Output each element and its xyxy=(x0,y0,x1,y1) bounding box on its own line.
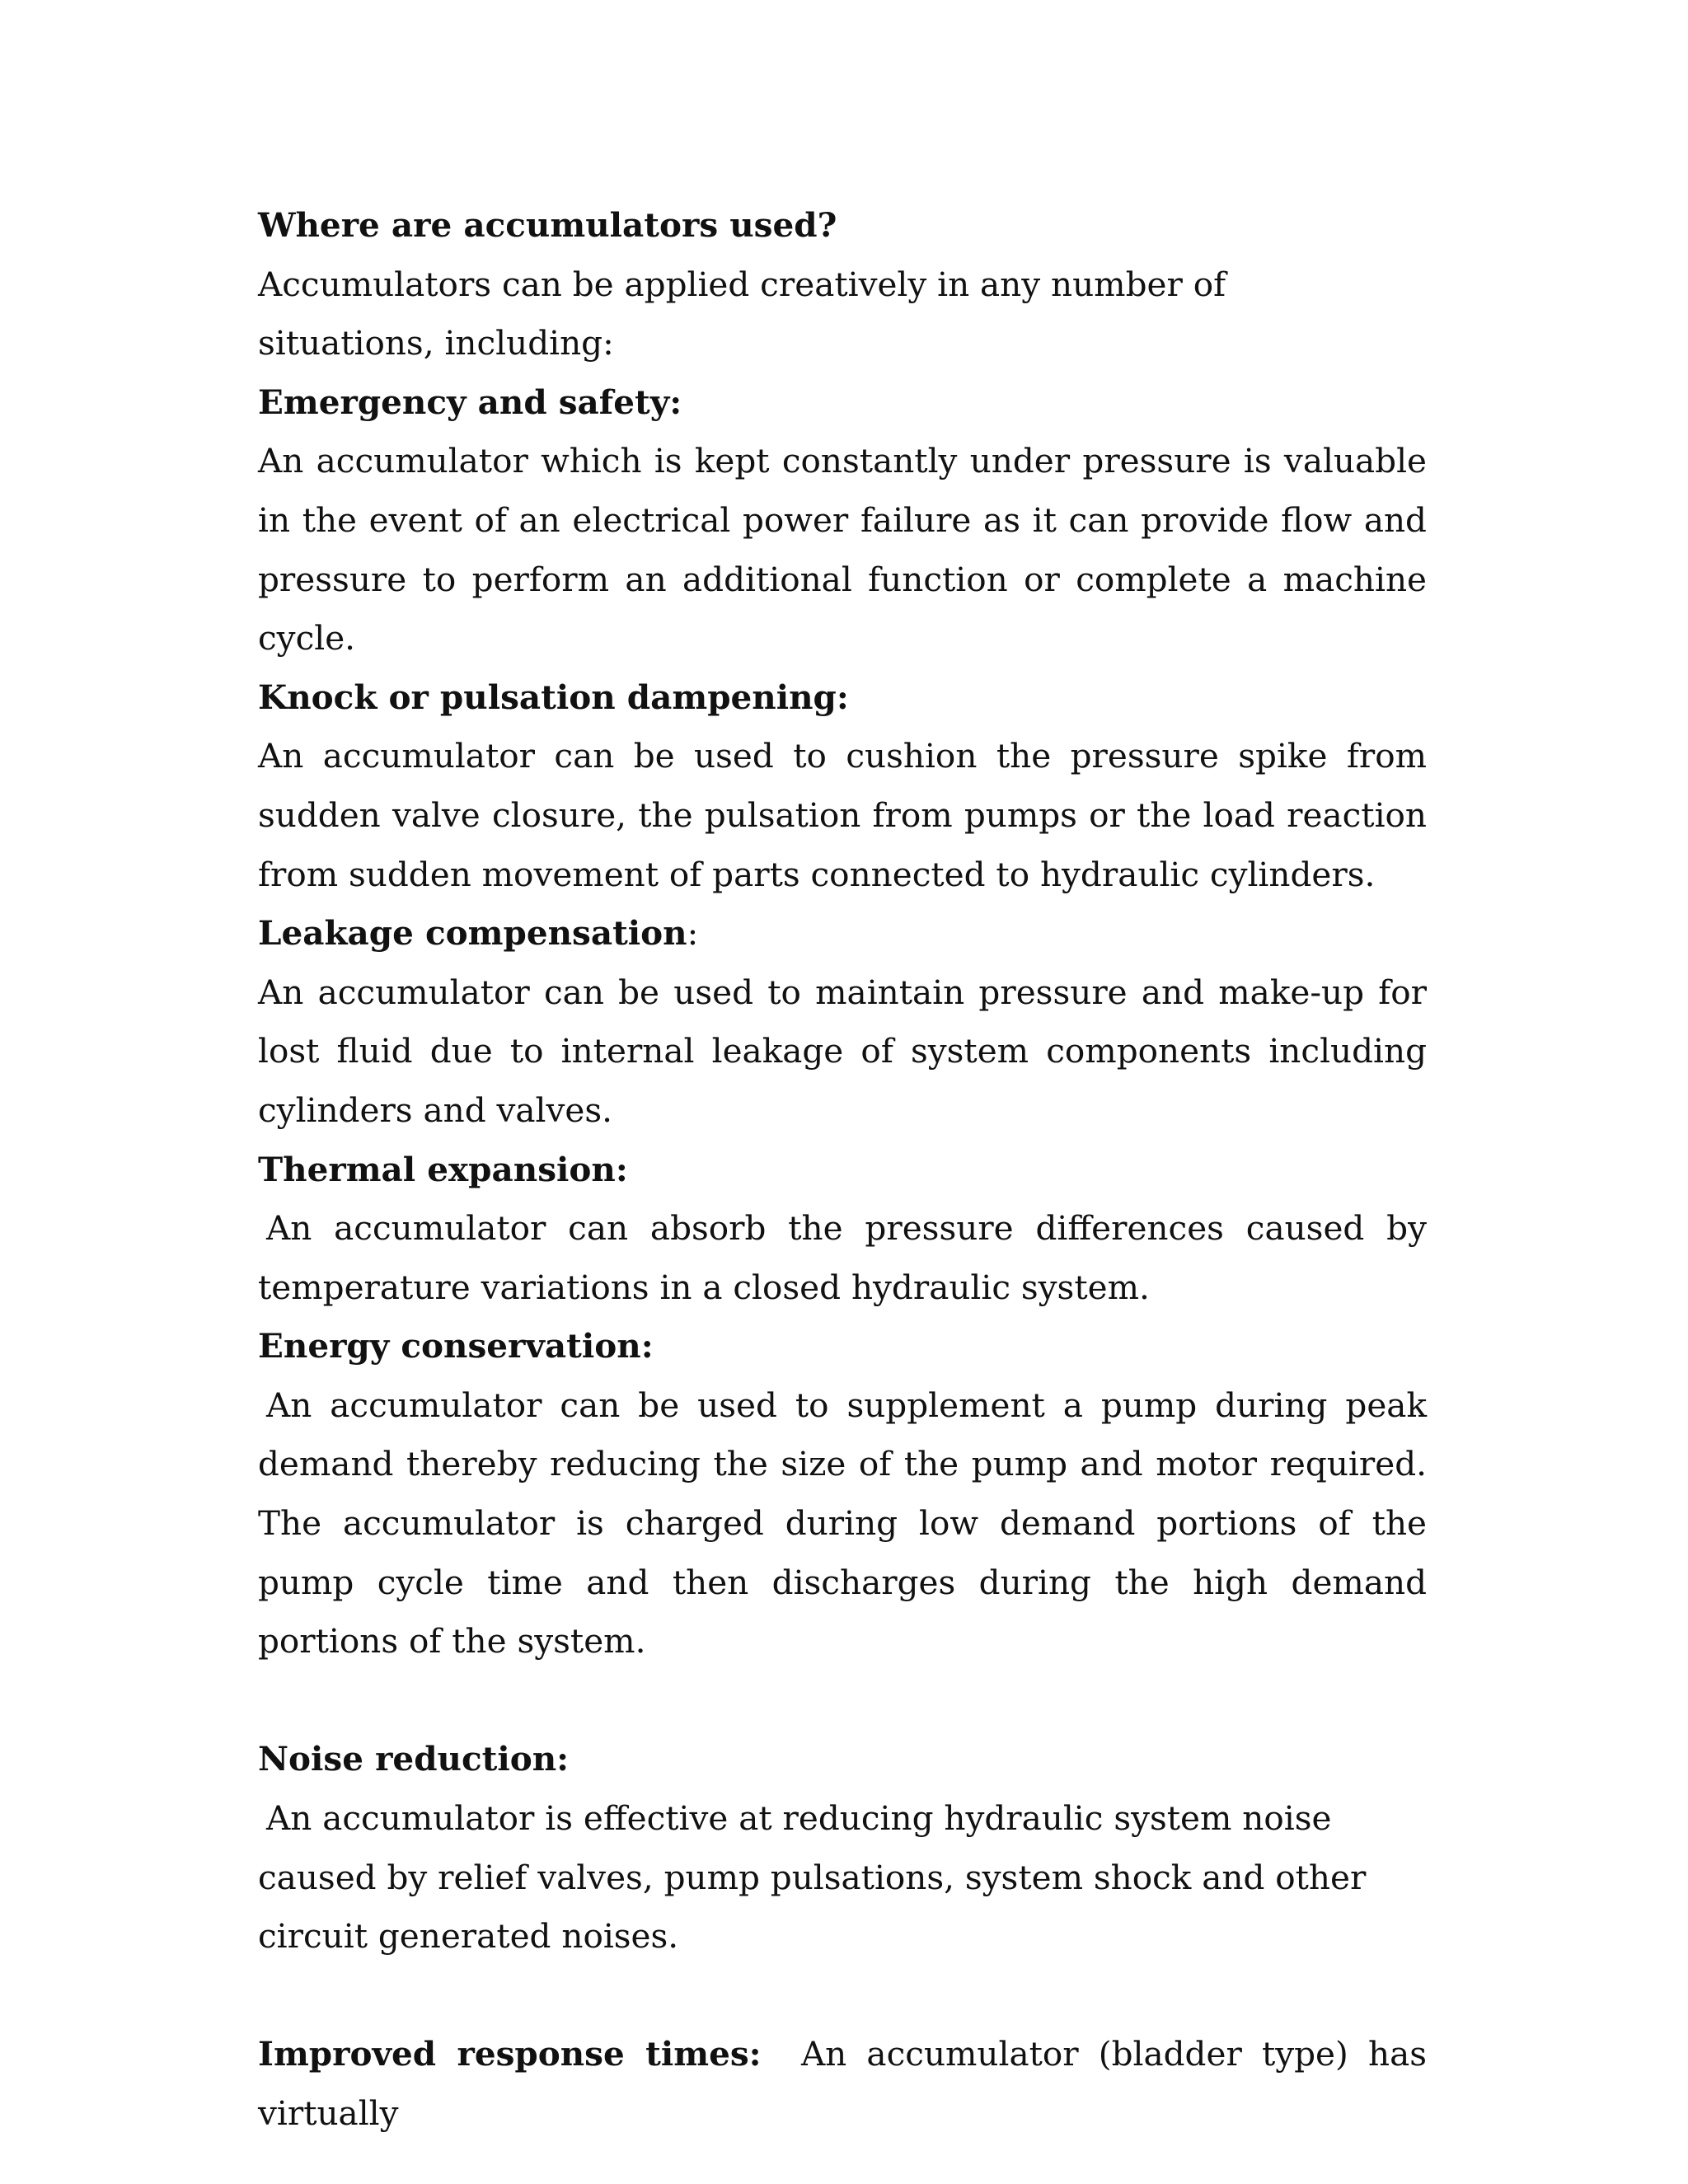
section-body-energy: An accumulator can be used to supplement a pump during peak demand thereby reducing the size of the pump and motor required. The accumulator is charged during low demand portions of the pump cycle time and then discharges during the high demand portions of the system. xyxy=(258,1385,1427,1661)
section-heading-emergency: Emergency and safety: xyxy=(258,382,682,422)
section-heading-leakage: Leakage compensation xyxy=(258,913,687,954)
section-body-thermal: An accumulator can absorb the pressure differences caused by temperature variations in a closed hydraulic system. xyxy=(258,1208,1427,1307)
section-heading-leakage-line xyxy=(258,904,1427,963)
section-body-noise: An accumulator is effective at reducing hydraulic system noise caused by relief valves, pump pulsations, system shock and other circuit generated noises. xyxy=(258,1798,1367,1957)
intro-paragraph: Accumulators can be applied creatively in any number of situations, including: xyxy=(258,264,1226,363)
section-heading-knock: Knock or pulsation dampening: xyxy=(258,677,849,717)
section-heading-noise: Noise reduction: xyxy=(258,1739,570,1779)
section-heading-thermal: Thermal expansion: xyxy=(258,1149,628,1189)
section-body-knock: An accumulator can be used to cushion the pressure spike from sudden valve closure, the pulsation from pumps or the load reaction from sudden movement of parts connected to hydraulic cylinders. xyxy=(258,736,1427,894)
section-body-leakage: An accumulator can be used to maintain pressure and make-up for lost fluid due to internal leakage of system components including cylinders and valves. xyxy=(258,972,1427,1130)
section-heading-response: Improved response times: xyxy=(258,2034,762,2074)
section-heading-leakage-colon: : xyxy=(687,913,699,954)
blank-line xyxy=(258,1966,1427,2026)
section-response-line xyxy=(258,2025,1427,2143)
document-page xyxy=(258,196,1427,2144)
page-title: Where are accumulators used? xyxy=(258,205,837,245)
section-heading-energy: Energy conservation: xyxy=(258,1326,654,1366)
blank-line xyxy=(258,1671,1427,1731)
section-body-emergency: An accumulator which is kept constantly under pressure is valuable in the event of an electrical power failure as it can provide flow and pressure to perform an additional function or complete a machine cycle. xyxy=(258,441,1427,658)
section-body-response: An accumulator (bladder type) has virtually xyxy=(258,2034,1427,2133)
